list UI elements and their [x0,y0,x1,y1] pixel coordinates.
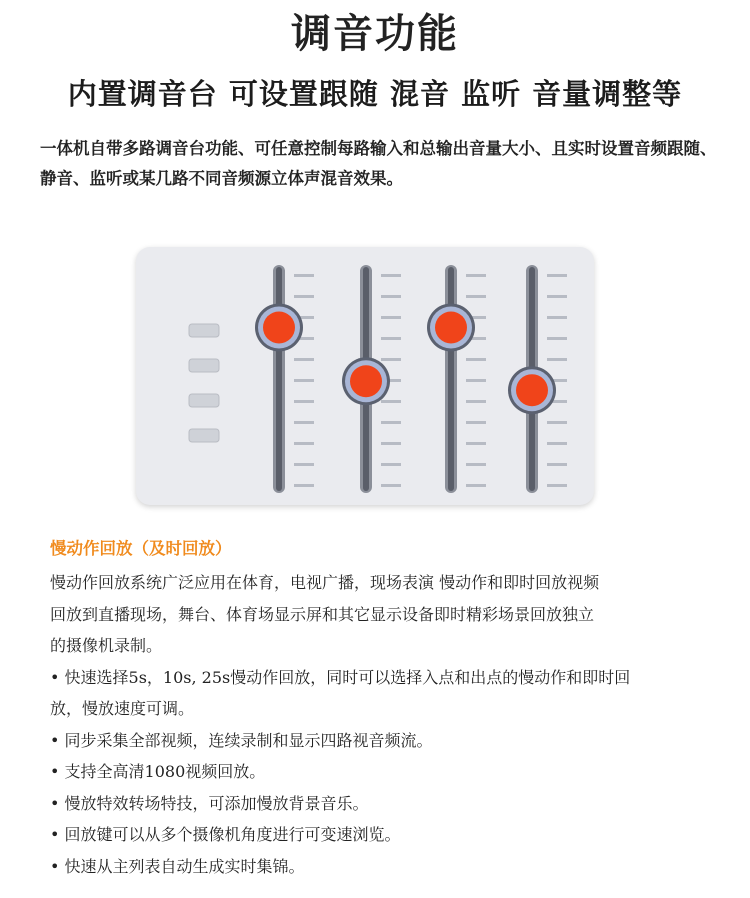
fader-tick [466,463,486,466]
fader-tick [547,484,567,487]
fader-tick [381,358,401,361]
fader-tick [466,379,486,382]
mixer-button [189,324,219,337]
feature-item: • 慢放特效转场特技，可添加慢放背景音乐。 [50,793,369,813]
fader-tick [294,274,314,277]
fader-tick [294,379,314,382]
page-subtitle: 内置调音台 可设置跟随 混音 监听 音量调整等 [67,77,683,111]
fader-tick [466,484,486,487]
fader-tick [547,463,567,466]
mixer-button [189,359,219,372]
fader-tick [294,421,314,424]
feature-item: • 同步采集全部视频，连续录制和显示四路视音频流。 [50,730,433,750]
fader-tick [547,295,567,298]
fader-track [448,267,454,491]
fader-tick [466,295,486,298]
section-title: 慢动作回放（及时回放） [50,539,232,558]
fader-tick [381,421,401,424]
fader-tick [381,337,401,340]
fader-tick [547,337,567,340]
fader-tick [381,316,401,319]
feature-item: • 支持全高清1080视频回放。 [50,762,266,781]
feature-item: • 快速从主列表自动生成实时集锦。 [50,856,305,876]
section-description [50,567,730,662]
fader-tick [547,274,567,277]
fader-knob [435,311,467,343]
feature-item: 放，慢放速度可调。 [50,699,195,718]
feature-item: • 回放键可以从多个摄像机角度进行可变速浏览。 [50,825,401,844]
fader-tick [294,295,314,298]
fader-tick [294,463,314,466]
fader-tick [466,421,486,424]
feature-item: • 快速选择5s，10s, 25s慢动作回放，同时可以选择入点和出点的慢动作和即时回 [50,667,631,687]
fader-tick [294,442,314,445]
fader-knob [263,311,295,343]
fader-knob [516,374,548,406]
fader-tick [466,442,486,445]
mixer-button [189,429,219,442]
intro-paragraph: 一体机自带多路调音台功能、可任意控制每路输入和总输出音量大小、且实时设置音频跟随、静音、监听或某几路不同音频源立体声混音效果。 [40,139,717,188]
fader-tick [381,400,401,403]
fader-tick [466,400,486,403]
fader-tick [547,358,567,361]
fader-tick [381,442,401,445]
feature-list [50,662,730,883]
fader-knob [350,365,382,397]
fader-tick [547,421,567,424]
desc-line: 回放到直播现场，舞台、体育场显示屏和其它显示设备即时精彩场景回放独立 [50,604,595,624]
fader-tick [466,358,486,361]
fader-tick [294,358,314,361]
mixer-button [189,394,219,407]
mixer-illustration [136,247,594,505]
page-title: 调音功能 [291,10,459,57]
fader-tick [547,442,567,445]
fader-tick [381,484,401,487]
fader-tick [381,463,401,466]
fader-tick [381,274,401,277]
fader-tick [547,316,567,319]
desc-line: 慢动作回放系统广泛应用在体育，电视广播，现场表演 慢动作和即时回放视频 [50,573,600,592]
fader-tick [294,400,314,403]
fader-tick [381,295,401,298]
fader-tick [294,484,314,487]
fader-track [276,267,282,491]
mixer-panel [136,247,594,505]
slow-motion-section [50,534,730,882]
fader-tick [466,274,486,277]
desc-line: 的摄像机录制。 [50,636,163,655]
